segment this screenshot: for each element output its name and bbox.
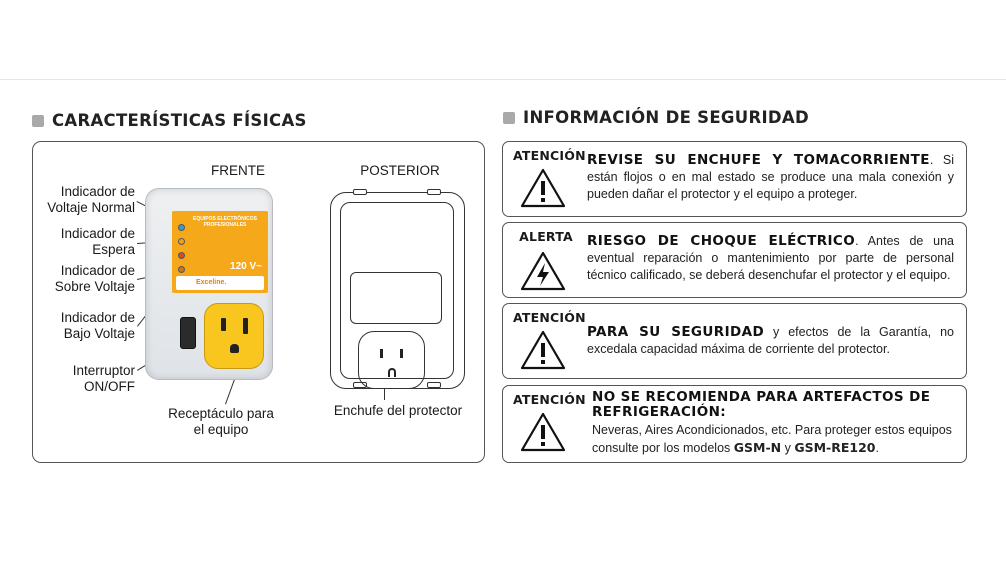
led-under-icon: [178, 266, 185, 273]
indicator-standby-line1: Indicador de: [60, 226, 135, 241]
indicator-standby-line2: Espera: [92, 242, 135, 257]
back-clip-icon: [427, 382, 441, 388]
safety-card: [502, 141, 967, 217]
indicator-over-line2: Sobre Voltaje: [54, 279, 135, 294]
card-text: [587, 152, 954, 203]
card-kind-label: ALERTA: [519, 229, 573, 244]
front-label: FRENTE: [211, 163, 265, 178]
switch-line2: ON/OFF: [84, 379, 135, 394]
card-text: [587, 324, 954, 358]
back-plug-icon: [358, 331, 425, 389]
back-recess: [340, 202, 454, 379]
indicator-under-line1: Indicador de: [60, 310, 135, 325]
card-heading: PARA SU SEGURIDAD: [587, 324, 765, 340]
back-clip-icon: [427, 189, 441, 195]
receptacle-label: [161, 406, 281, 438]
exclamation-warning-icon: [520, 168, 566, 208]
safety-card: [502, 385, 967, 463]
physical-features-panel: [32, 141, 485, 463]
front-outlet-icon: [204, 303, 264, 369]
indicator-normal-line2: Voltaje Normal: [47, 200, 135, 215]
bullet-square-icon: [503, 112, 515, 124]
exclamation-warning-icon: [520, 412, 566, 452]
card-text: [592, 390, 954, 457]
plug-label: Enchufe del protector: [333, 403, 463, 418]
led-standby-icon: [178, 238, 185, 245]
card-end: .: [875, 441, 879, 455]
device-voltage-text: 120 V~: [230, 261, 262, 272]
back-clip-icon: [353, 189, 367, 195]
bullet-square-icon: [32, 115, 44, 127]
card-conj: y: [781, 441, 795, 455]
device-header-text: EQUIPOS ELECTRÓNICOS PROFESIONALES: [193, 216, 257, 228]
card-body: Neveras, Aires Acondicionados, etc. Para proteger estos equipos consulte por los modelos: [592, 423, 952, 455]
top-divider: [0, 79, 1006, 80]
section-title-safety: [503, 108, 809, 127]
card-heading: NO SE RECOMIENDA PARA ARTEFACTOS DE REFRIGERACIÓN:: [592, 389, 931, 420]
back-window: [350, 272, 442, 324]
indicator-under-label: [39, 310, 135, 342]
card-kind-label: ATENCIÓN: [513, 310, 586, 325]
switch-label: [39, 363, 135, 395]
pointer-line-receptacle: [225, 378, 236, 405]
power-switch-icon: [180, 317, 196, 349]
plug-ground-icon: [388, 368, 396, 377]
front-device-illustration: [145, 188, 273, 380]
card-heading: RIESGO DE CHOQUE ELÉCTRICO: [587, 233, 856, 249]
card-body: . Si están flojos o en mal estado se produce una mala conexión y pueden dañar el protector y el equipo a proteger.: [587, 153, 955, 201]
card-kind-label: ATENCIÓN: [513, 392, 586, 407]
section-title-text: CARACTERÍSTICAS FÍSICAS: [52, 111, 307, 130]
receptacle-line2: el equipo: [193, 422, 249, 437]
model-gsm-n: GSM-N: [733, 440, 782, 455]
exclamation-warning-icon: [520, 330, 566, 370]
outlet-slot-icon: [243, 318, 248, 334]
receptacle-line1: Receptáculo para: [168, 406, 274, 421]
card-kind-label: ATENCIÓN: [513, 148, 586, 163]
back-label: POSTERIOR: [360, 163, 440, 178]
card-body: . Antes de una eventual reparación o mantenimiento por parte de personal técnico calificado, se deberá desenchufar el protector y el equipo.: [587, 234, 954, 282]
card-text: [587, 233, 954, 284]
outlet-slot-icon: [221, 318, 226, 331]
switch-line1: Interruptor: [72, 363, 135, 378]
indicator-under-line2: Bajo Voltaje: [63, 326, 135, 341]
device-brand-logo: Exceline.: [176, 276, 264, 290]
indicator-normal-label: [39, 184, 135, 216]
back-device-illustration: [330, 192, 465, 389]
model-gsm-re120: GSM-RE120: [794, 440, 876, 455]
indicator-normal-line1: Indicador de: [60, 184, 135, 199]
safety-card: [502, 222, 967, 298]
lightning-warning-icon: [520, 251, 566, 291]
card-body: y efectos de la Garantía, no excedala capacidad máxima de corriente del protector.: [587, 325, 954, 356]
device-front-label: [172, 211, 268, 293]
indicator-over-label: [39, 263, 135, 295]
card-heading: REVISE SU ENCHUFE Y TOMACORRIENTE: [587, 152, 930, 168]
indicator-over-line1: Indicador de: [60, 263, 135, 278]
led-over-icon: [178, 252, 185, 259]
led-normal-icon: [178, 224, 185, 231]
section-title-physical: [32, 111, 307, 130]
plug-prong-icon: [400, 349, 403, 358]
safety-card: [502, 303, 967, 379]
indicator-standby-label: [39, 226, 135, 258]
plug-prong-icon: [380, 349, 383, 358]
section-title-text: INFORMACIÓN DE SEGURIDAD: [523, 108, 809, 127]
outlet-ground-icon: [230, 344, 239, 353]
